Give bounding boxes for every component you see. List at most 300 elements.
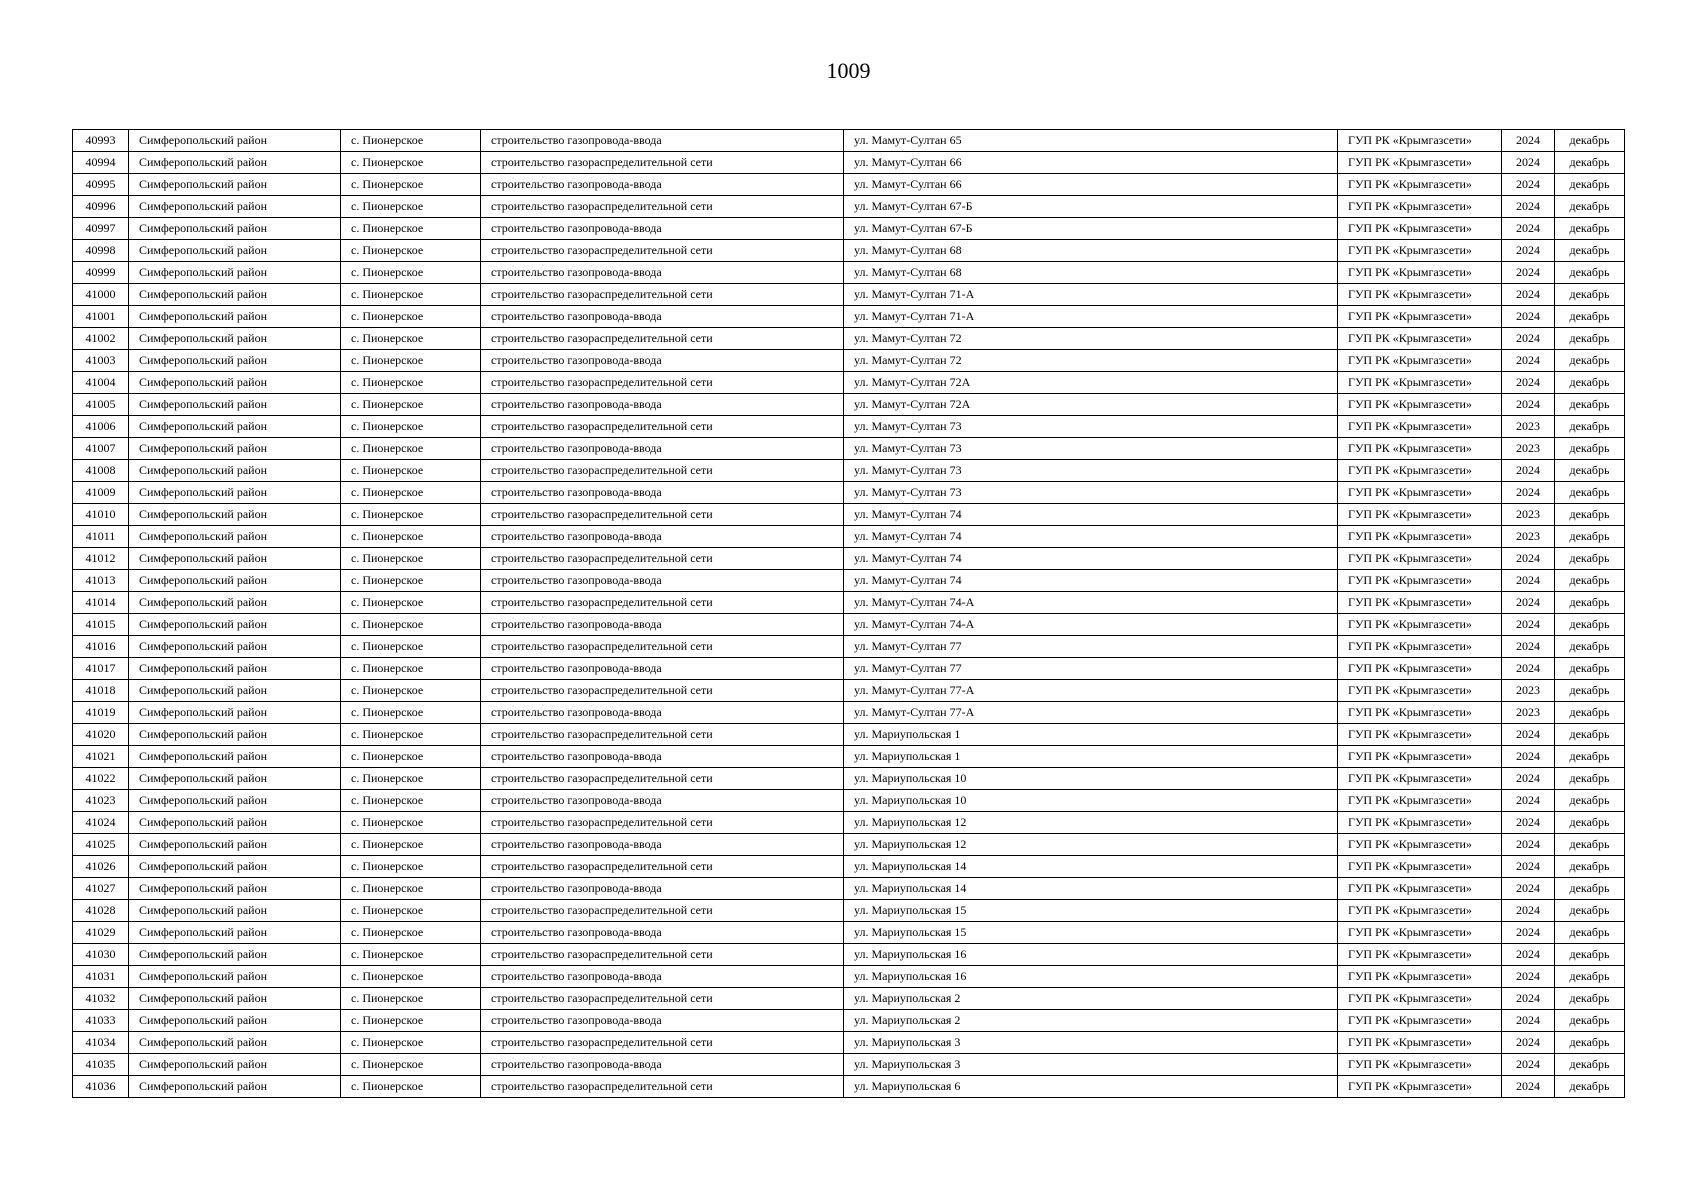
month-cell: декабрь <box>1555 482 1625 504</box>
month-cell: декабрь <box>1555 526 1625 548</box>
organization-cell: ГУП РК «Крымгазсети» <box>1338 372 1502 394</box>
village-cell: с. Пионерское <box>341 394 481 416</box>
row-number-cell: 41012 <box>73 548 129 570</box>
row-number-cell: 41025 <box>73 834 129 856</box>
year-cell: 2024 <box>1502 570 1555 592</box>
month-cell: декабрь <box>1555 922 1625 944</box>
district-cell: Симферопольский район <box>129 922 341 944</box>
organization-cell: ГУП РК «Крымгазсети» <box>1338 878 1502 900</box>
district-cell: Симферопольский район <box>129 350 341 372</box>
row-number-cell: 41016 <box>73 636 129 658</box>
month-cell: декабрь <box>1555 152 1625 174</box>
table-row <box>73 372 1625 394</box>
table-row <box>73 130 1625 152</box>
month-cell: декабрь <box>1555 790 1625 812</box>
organization-cell: ГУП РК «Крымгазсети» <box>1338 768 1502 790</box>
village-cell: с. Пионерское <box>341 196 481 218</box>
table-row <box>73 592 1625 614</box>
organization-cell: ГУП РК «Крымгазсети» <box>1338 702 1502 724</box>
year-cell: 2024 <box>1502 460 1555 482</box>
district-cell: Симферопольский район <box>129 746 341 768</box>
table-row <box>73 482 1625 504</box>
organization-cell: ГУП РК «Крымгазсети» <box>1338 328 1502 350</box>
year-cell: 2024 <box>1502 1054 1555 1076</box>
district-cell: Симферопольский район <box>129 130 341 152</box>
village-cell: с. Пионерское <box>341 482 481 504</box>
row-number-cell: 40998 <box>73 240 129 262</box>
address-cell: ул. Мамут-Султан 68 <box>844 262 1338 284</box>
organization-cell: ГУП РК «Крымгазсети» <box>1338 196 1502 218</box>
month-cell: декабрь <box>1555 240 1625 262</box>
year-cell: 2024 <box>1502 746 1555 768</box>
work-type-cell: строительство газораспределительной сети <box>481 328 844 350</box>
district-cell: Симферопольский район <box>129 152 341 174</box>
month-cell: декабрь <box>1555 328 1625 350</box>
work-type-cell: строительство газопровода-ввода <box>481 306 844 328</box>
year-cell: 2023 <box>1502 702 1555 724</box>
address-cell: ул. Мамут-Султан 67-Б <box>844 218 1338 240</box>
row-number-cell: 41007 <box>73 438 129 460</box>
organization-cell: ГУП РК «Крымгазсети» <box>1338 130 1502 152</box>
work-type-cell: строительство газопровода-ввода <box>481 482 844 504</box>
table-row <box>73 790 1625 812</box>
month-cell: декабрь <box>1555 196 1625 218</box>
row-number-cell: 41006 <box>73 416 129 438</box>
row-number-cell: 41033 <box>73 1010 129 1032</box>
row-number-cell: 41018 <box>73 680 129 702</box>
address-cell: ул. Мамут-Султан 74 <box>844 504 1338 526</box>
district-cell: Симферопольский район <box>129 724 341 746</box>
work-type-cell: строительство газопровода-ввода <box>481 394 844 416</box>
address-cell: ул. Мариупольская 14 <box>844 878 1338 900</box>
table-row <box>73 988 1625 1010</box>
month-cell: декабрь <box>1555 834 1625 856</box>
village-cell: с. Пионерское <box>341 130 481 152</box>
address-cell: ул. Мариупольская 12 <box>844 834 1338 856</box>
row-number-cell: 41028 <box>73 900 129 922</box>
work-type-cell: строительство газораспределительной сети <box>481 504 844 526</box>
address-cell: ул. Мамут-Султан 71-А <box>844 284 1338 306</box>
village-cell: с. Пионерское <box>341 526 481 548</box>
address-cell: ул. Мамут-Султан 72А <box>844 394 1338 416</box>
year-cell: 2023 <box>1502 526 1555 548</box>
address-cell: ул. Мамут-Султан 77 <box>844 636 1338 658</box>
village-cell: с. Пионерское <box>341 328 481 350</box>
table-row <box>73 1054 1625 1076</box>
table-row <box>73 416 1625 438</box>
row-number-cell: 41002 <box>73 328 129 350</box>
organization-cell: ГУП РК «Крымгазсети» <box>1338 460 1502 482</box>
organization-cell: ГУП РК «Крымгазсети» <box>1338 834 1502 856</box>
district-cell: Симферопольский район <box>129 592 341 614</box>
work-type-cell: строительство газопровода-ввода <box>481 218 844 240</box>
district-cell: Симферопольский район <box>129 1054 341 1076</box>
row-number-cell: 41004 <box>73 372 129 394</box>
district-cell: Симферопольский район <box>129 240 341 262</box>
organization-cell: ГУП РК «Крымгазсети» <box>1338 922 1502 944</box>
month-cell: декабрь <box>1555 570 1625 592</box>
month-cell: декабрь <box>1555 284 1625 306</box>
village-cell: с. Пионерское <box>341 878 481 900</box>
year-cell: 2024 <box>1502 240 1555 262</box>
month-cell: декабрь <box>1555 504 1625 526</box>
district-cell: Симферопольский район <box>129 284 341 306</box>
district-cell: Симферопольский район <box>129 790 341 812</box>
village-cell: с. Пионерское <box>341 1032 481 1054</box>
year-cell: 2024 <box>1502 1032 1555 1054</box>
row-number-cell: 41032 <box>73 988 129 1010</box>
row-number-cell: 41024 <box>73 812 129 834</box>
year-cell: 2024 <box>1502 856 1555 878</box>
address-cell: ул. Мамут-Султан 68 <box>844 240 1338 262</box>
address-cell: ул. Мамут-Султан 74 <box>844 526 1338 548</box>
page-number: 1009 <box>826 58 871 83</box>
district-cell: Симферопольский район <box>129 196 341 218</box>
address-cell: ул. Мариупольская 2 <box>844 1010 1338 1032</box>
table-row <box>73 724 1625 746</box>
work-type-cell: строительство газораспределительной сети <box>481 1032 844 1054</box>
work-type-cell: строительство газопровода-ввода <box>481 174 844 196</box>
work-type-cell: строительство газопровода-ввода <box>481 1010 844 1032</box>
table-row <box>73 878 1625 900</box>
table-row <box>73 284 1625 306</box>
table-row <box>73 218 1625 240</box>
table-row <box>73 636 1625 658</box>
month-cell: декабрь <box>1555 130 1625 152</box>
village-cell: с. Пионерское <box>341 284 481 306</box>
district-cell: Симферопольский район <box>129 526 341 548</box>
row-number-cell: 41008 <box>73 460 129 482</box>
village-cell: с. Пионерское <box>341 438 481 460</box>
organization-cell: ГУП РК «Крымгазсети» <box>1338 174 1502 196</box>
month-cell: декабрь <box>1555 680 1625 702</box>
row-number-cell: 41010 <box>73 504 129 526</box>
table-row <box>73 570 1625 592</box>
organization-cell: ГУП РК «Крымгазсети» <box>1338 1076 1502 1098</box>
address-cell: ул. Мамут-Султан 66 <box>844 152 1338 174</box>
year-cell: 2023 <box>1502 504 1555 526</box>
organization-cell: ГУП РК «Крымгазсети» <box>1338 966 1502 988</box>
row-number-cell: 40999 <box>73 262 129 284</box>
organization-cell: ГУП РК «Крымгазсети» <box>1338 438 1502 460</box>
village-cell: с. Пионерское <box>341 966 481 988</box>
organization-cell: ГУП РК «Крымгазсети» <box>1338 746 1502 768</box>
address-cell: ул. Мамут-Султан 71-А <box>844 306 1338 328</box>
village-cell: с. Пионерское <box>341 658 481 680</box>
district-cell: Симферопольский район <box>129 460 341 482</box>
work-type-cell: строительство газораспределительной сети <box>481 284 844 306</box>
month-cell: декабрь <box>1555 768 1625 790</box>
village-cell: с. Пионерское <box>341 460 481 482</box>
row-number-cell: 40993 <box>73 130 129 152</box>
work-type-cell: строительство газопровода-ввода <box>481 746 844 768</box>
work-type-cell: строительство газопровода-ввода <box>481 570 844 592</box>
row-number-cell: 41023 <box>73 790 129 812</box>
organization-cell: ГУП РК «Крымгазсети» <box>1338 636 1502 658</box>
month-cell: декабрь <box>1555 614 1625 636</box>
district-cell: Симферопольский район <box>129 636 341 658</box>
district-cell: Симферопольский район <box>129 504 341 526</box>
organization-cell: ГУП РК «Крымгазсети» <box>1338 394 1502 416</box>
district-cell: Симферопольский район <box>129 328 341 350</box>
row-number-cell: 41000 <box>73 284 129 306</box>
district-cell: Симферопольский район <box>129 394 341 416</box>
address-cell: ул. Мамут-Султан 77 <box>844 658 1338 680</box>
table-row <box>73 812 1625 834</box>
month-cell: декабрь <box>1555 416 1625 438</box>
organization-cell: ГУП РК «Крымгазсети» <box>1338 218 1502 240</box>
district-cell: Симферопольский район <box>129 438 341 460</box>
year-cell: 2024 <box>1502 768 1555 790</box>
village-cell: с. Пионерское <box>341 944 481 966</box>
address-cell: ул. Мамут-Султан 72А <box>844 372 1338 394</box>
row-number-cell: 41034 <box>73 1032 129 1054</box>
work-type-cell: строительство газораспределительной сети <box>481 812 844 834</box>
village-cell: с. Пионерское <box>341 592 481 614</box>
row-number-cell: 41031 <box>73 966 129 988</box>
organization-cell: ГУП РК «Крымгазсети» <box>1338 306 1502 328</box>
month-cell: декабрь <box>1555 724 1625 746</box>
organization-cell: ГУП РК «Крымгазсети» <box>1338 1032 1502 1054</box>
table-row <box>73 262 1625 284</box>
table-row <box>73 526 1625 548</box>
village-cell: с. Пионерское <box>341 262 481 284</box>
table-row <box>73 702 1625 724</box>
table-row <box>73 900 1625 922</box>
month-cell: декабрь <box>1555 460 1625 482</box>
table-row <box>73 1010 1625 1032</box>
table-row <box>73 460 1625 482</box>
village-cell: с. Пионерское <box>341 768 481 790</box>
row-number-cell: 41027 <box>73 878 129 900</box>
month-cell: декабрь <box>1555 702 1625 724</box>
district-cell: Симферопольский район <box>129 834 341 856</box>
table-row <box>73 548 1625 570</box>
address-cell: ул. Мамут-Султан 66 <box>844 174 1338 196</box>
district-cell: Симферопольский район <box>129 658 341 680</box>
month-cell: декабрь <box>1555 1032 1625 1054</box>
year-cell: 2024 <box>1502 328 1555 350</box>
organization-cell: ГУП РК «Крымгазсети» <box>1338 856 1502 878</box>
table-row <box>73 350 1625 372</box>
month-cell: декабрь <box>1555 394 1625 416</box>
row-number-cell: 40996 <box>73 196 129 218</box>
month-cell: декабрь <box>1555 174 1625 196</box>
address-cell: ул. Мариупольская 1 <box>844 724 1338 746</box>
table-row <box>73 306 1625 328</box>
work-type-cell: строительство газораспределительной сети <box>481 724 844 746</box>
village-cell: с. Пионерское <box>341 152 481 174</box>
district-cell: Симферопольский район <box>129 900 341 922</box>
table-row <box>73 438 1625 460</box>
year-cell: 2024 <box>1502 966 1555 988</box>
work-type-cell: строительство газораспределительной сети <box>481 988 844 1010</box>
registry-table <box>72 129 1625 1098</box>
year-cell: 2024 <box>1502 152 1555 174</box>
year-cell: 2024 <box>1502 306 1555 328</box>
table-row <box>73 856 1625 878</box>
village-cell: с. Пионерское <box>341 306 481 328</box>
organization-cell: ГУП РК «Крымгазсети» <box>1338 482 1502 504</box>
district-cell: Симферопольский район <box>129 174 341 196</box>
year-cell: 2024 <box>1502 592 1555 614</box>
year-cell: 2024 <box>1502 196 1555 218</box>
year-cell: 2024 <box>1502 1076 1555 1098</box>
village-cell: с. Пионерское <box>341 856 481 878</box>
work-type-cell: строительство газопровода-ввода <box>481 262 844 284</box>
address-cell: ул. Мариупольская 10 <box>844 768 1338 790</box>
organization-cell: ГУП РК «Крымгазсети» <box>1338 944 1502 966</box>
organization-cell: ГУП РК «Крымгазсети» <box>1338 416 1502 438</box>
work-type-cell: строительство газопровода-ввода <box>481 702 844 724</box>
year-cell: 2024 <box>1502 284 1555 306</box>
year-cell: 2024 <box>1502 350 1555 372</box>
district-cell: Симферопольский район <box>129 218 341 240</box>
row-number-cell: 41035 <box>73 1054 129 1076</box>
work-type-cell: строительство газопровода-ввода <box>481 922 844 944</box>
table-row <box>73 1032 1625 1054</box>
village-cell: с. Пионерское <box>341 834 481 856</box>
table-row <box>73 746 1625 768</box>
village-cell: с. Пионерское <box>341 988 481 1010</box>
table-row <box>73 834 1625 856</box>
district-cell: Симферопольский район <box>129 1010 341 1032</box>
address-cell: ул. Мамут-Султан 65 <box>844 130 1338 152</box>
address-cell: ул. Мамут-Султан 73 <box>844 482 1338 504</box>
address-cell: ул. Мариупольская 14 <box>844 856 1338 878</box>
table-row <box>73 504 1625 526</box>
district-cell: Симферопольский район <box>129 878 341 900</box>
row-number-cell: 41005 <box>73 394 129 416</box>
year-cell: 2024 <box>1502 922 1555 944</box>
table-row <box>73 196 1625 218</box>
year-cell: 2024 <box>1502 394 1555 416</box>
village-cell: с. Пионерское <box>341 1010 481 1032</box>
year-cell: 2024 <box>1502 482 1555 504</box>
work-type-cell: строительство газопровода-ввода <box>481 658 844 680</box>
village-cell: с. Пионерское <box>341 218 481 240</box>
table-row <box>73 966 1625 988</box>
address-cell: ул. Мариупольская 12 <box>844 812 1338 834</box>
month-cell: декабрь <box>1555 218 1625 240</box>
address-cell: ул. Мамут-Султан 77-А <box>844 702 1338 724</box>
year-cell: 2024 <box>1502 834 1555 856</box>
district-cell: Симферопольский район <box>129 988 341 1010</box>
work-type-cell: строительство газораспределительной сети <box>481 900 844 922</box>
row-number-cell: 41026 <box>73 856 129 878</box>
address-cell: ул. Мариупольская 2 <box>844 988 1338 1010</box>
district-cell: Симферопольский район <box>129 1076 341 1098</box>
district-cell: Симферопольский район <box>129 856 341 878</box>
district-cell: Симферопольский район <box>129 966 341 988</box>
district-cell: Симферопольский район <box>129 262 341 284</box>
work-type-cell: строительство газопровода-ввода <box>481 878 844 900</box>
month-cell: декабрь <box>1555 1054 1625 1076</box>
organization-cell: ГУП РК «Крымгазсети» <box>1338 570 1502 592</box>
work-type-cell: строительство газораспределительной сети <box>481 1076 844 1098</box>
row-number-cell: 40995 <box>73 174 129 196</box>
work-type-cell: строительство газораспределительной сети <box>481 152 844 174</box>
table-row <box>73 174 1625 196</box>
organization-cell: ГУП РК «Крымгазсети» <box>1338 284 1502 306</box>
district-cell: Симферопольский район <box>129 570 341 592</box>
address-cell: ул. Мамут-Султан 73 <box>844 438 1338 460</box>
village-cell: с. Пионерское <box>341 1076 481 1098</box>
organization-cell: ГУП РК «Крымгазсети» <box>1338 724 1502 746</box>
table-row <box>73 680 1625 702</box>
year-cell: 2024 <box>1502 812 1555 834</box>
work-type-cell: строительство газораспределительной сети <box>481 416 844 438</box>
address-cell: ул. Мамут-Султан 74-А <box>844 614 1338 636</box>
month-cell: декабрь <box>1555 1010 1625 1032</box>
work-type-cell: строительство газопровода-ввода <box>481 834 844 856</box>
work-type-cell: строительство газораспределительной сети <box>481 548 844 570</box>
month-cell: декабрь <box>1555 944 1625 966</box>
month-cell: декабрь <box>1555 592 1625 614</box>
village-cell: с. Пионерское <box>341 680 481 702</box>
year-cell: 2024 <box>1502 636 1555 658</box>
village-cell: с. Пионерское <box>341 900 481 922</box>
month-cell: декабрь <box>1555 636 1625 658</box>
district-cell: Симферопольский район <box>129 416 341 438</box>
month-cell: декабрь <box>1555 746 1625 768</box>
work-type-cell: строительство газопровода-ввода <box>481 526 844 548</box>
work-type-cell: строительство газораспределительной сети <box>481 636 844 658</box>
organization-cell: ГУП РК «Крымгазсети» <box>1338 526 1502 548</box>
row-number-cell: 40994 <box>73 152 129 174</box>
district-cell: Симферопольский район <box>129 614 341 636</box>
year-cell: 2024 <box>1502 790 1555 812</box>
year-cell: 2024 <box>1502 658 1555 680</box>
row-number-cell: 41022 <box>73 768 129 790</box>
row-number-cell: 41021 <box>73 746 129 768</box>
district-cell: Симферопольский район <box>129 812 341 834</box>
village-cell: с. Пионерское <box>341 504 481 526</box>
month-cell: декабрь <box>1555 306 1625 328</box>
village-cell: с. Пионерское <box>341 614 481 636</box>
table-row <box>73 328 1625 350</box>
village-cell: с. Пионерское <box>341 702 481 724</box>
organization-cell: ГУП РК «Крымгазсети» <box>1338 900 1502 922</box>
table-row <box>73 658 1625 680</box>
work-type-cell: строительство газопровода-ввода <box>481 130 844 152</box>
village-cell: с. Пионерское <box>341 922 481 944</box>
year-cell: 2024 <box>1502 614 1555 636</box>
year-cell: 2023 <box>1502 680 1555 702</box>
work-type-cell: строительство газораспределительной сети <box>481 372 844 394</box>
organization-cell: ГУП РК «Крымгазсети» <box>1338 548 1502 570</box>
month-cell: декабрь <box>1555 966 1625 988</box>
month-cell: декабрь <box>1555 548 1625 570</box>
organization-cell: ГУП РК «Крымгазсети» <box>1338 1054 1502 1076</box>
village-cell: с. Пионерское <box>341 416 481 438</box>
month-cell: декабрь <box>1555 878 1625 900</box>
village-cell: с. Пионерское <box>341 174 481 196</box>
organization-cell: ГУП РК «Крымгазсети» <box>1338 614 1502 636</box>
address-cell: ул. Мамут-Султан 72 <box>844 350 1338 372</box>
village-cell: с. Пионерское <box>341 1054 481 1076</box>
year-cell: 2024 <box>1502 372 1555 394</box>
row-number-cell: 41020 <box>73 724 129 746</box>
year-cell: 2024 <box>1502 130 1555 152</box>
table-row <box>73 394 1625 416</box>
district-cell: Симферопольский район <box>129 1032 341 1054</box>
row-number-cell: 41030 <box>73 944 129 966</box>
village-cell: с. Пионерское <box>341 350 481 372</box>
organization-cell: ГУП РК «Крымгазсети» <box>1338 658 1502 680</box>
address-cell: ул. Мамут-Султан 72 <box>844 328 1338 350</box>
year-cell: 2024 <box>1502 900 1555 922</box>
